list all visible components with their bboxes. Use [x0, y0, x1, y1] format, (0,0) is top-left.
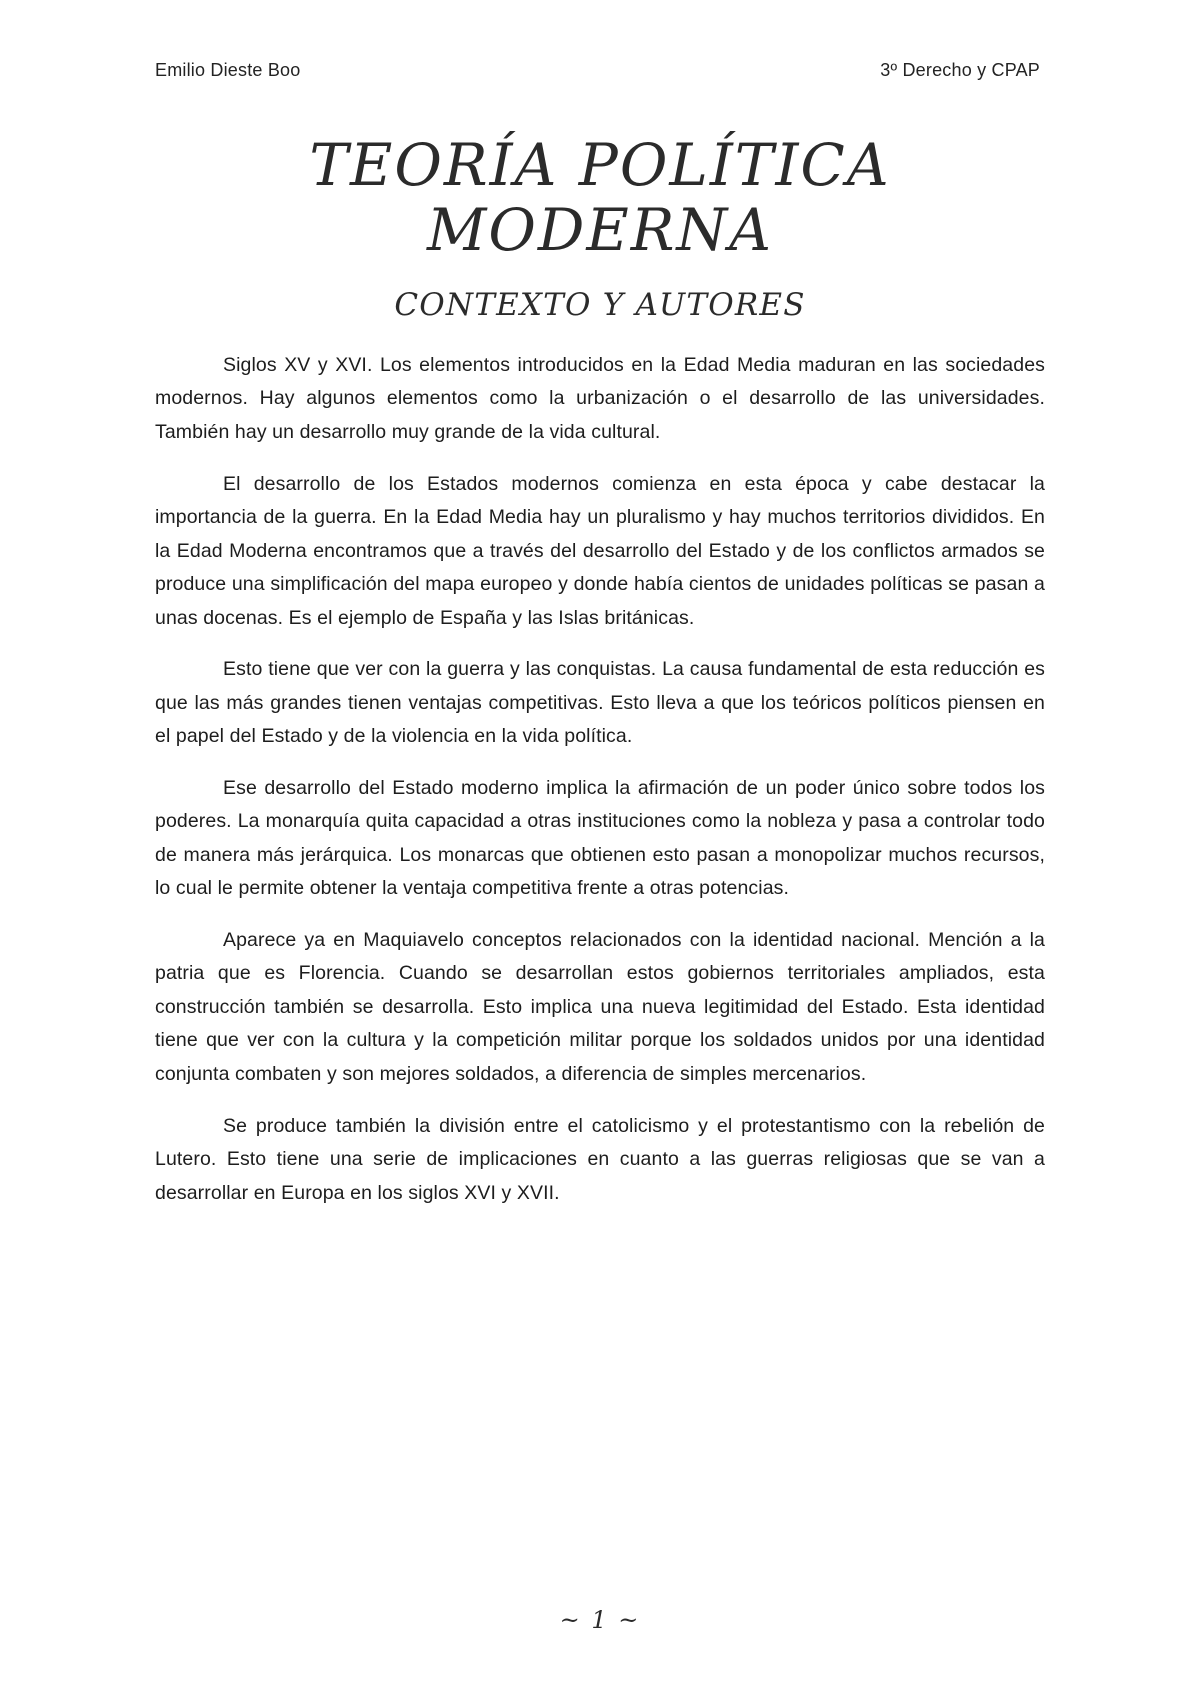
- page-title: TEORÍA POLÍTICA MODERNA: [309, 131, 891, 264]
- body-paragraph: El desarrollo de los Estados modernos comienza en esta época y cabe destacar la importancia de la guerra. En la Edad Media hay un pluralismo y hay muchos territorios divididos. En la Edad Moderna encontramos que a través del desarrollo del Estado y de los conflictos armados se produce una simplificación del mapa europeo y donde había cientos de unidades políticas se pasan a unas docenas. Es el ejemplo de España y las Islas británicas.: [155, 472, 1045, 629]
- page-number: ~ 1 ~: [559, 1606, 641, 1634]
- section-heading: CONTEXTO Y AUTORES: [394, 286, 806, 323]
- body-paragraph: Siglos XV y XVI. Los elementos introducidos en la Edad Media maduran en las sociedades modernos. Hay algunos elementos como la urbanización o el desarrollo de las universidades. También hay un desarrollo muy grande de la vida cultural.: [155, 353, 1045, 443]
- page-header: [155, 60, 1045, 81]
- header-author: Emilio Dieste Boo: [155, 60, 301, 80]
- body-paragraph: Aparece ya en Maquiavelo conceptos relacionados con la identidad nacional. Mención a la patria que es Florencia. Cuando se desarrollan estos gobiernos territoriales ampliados, esta construcción también se desarrolla. Esto implica una nueva legitimidad del Estado. Esta identidad tiene que ver con la cultura y la competición militar porque los soldados unidos por una identidad conjunta combaten y son mejores soldados, a diferencia de simples mercenarios.: [155, 928, 1045, 1085]
- body-paragraph: Se produce también la división entre el catolicismo y el protestantismo con la rebelión de Lutero. Esto tiene una serie de implicaciones en cuanto a las guerras religiosas que se van a desarrollar en Europa en los siglos XVI y XVII.: [155, 1114, 1045, 1204]
- header-course: 3º Derecho y CPAP: [880, 60, 1040, 80]
- body-paragraph: Esto tiene que ver con la guerra y las conquistas. La causa fundamental de esta reducción es que las más grandes tienen ventajas competitivas. Esto lleva a que los teóricos políticos piensen en el papel del Estado y de la violencia en la vida política.: [155, 658, 1045, 748]
- body-paragraph: Ese desarrollo del Estado moderno implica la afirmación de un poder único sobre todos los poderes. La monarquía quita capacidad a otras instituciones como la nobleza y pasa a controlar todo de manera más jerárquica. Los monarcas que obtienen esto pasan a monopolizar muchos recursos, lo cual le permite obtener la ventaja competitiva frente a otras potencias.: [155, 776, 1045, 900]
